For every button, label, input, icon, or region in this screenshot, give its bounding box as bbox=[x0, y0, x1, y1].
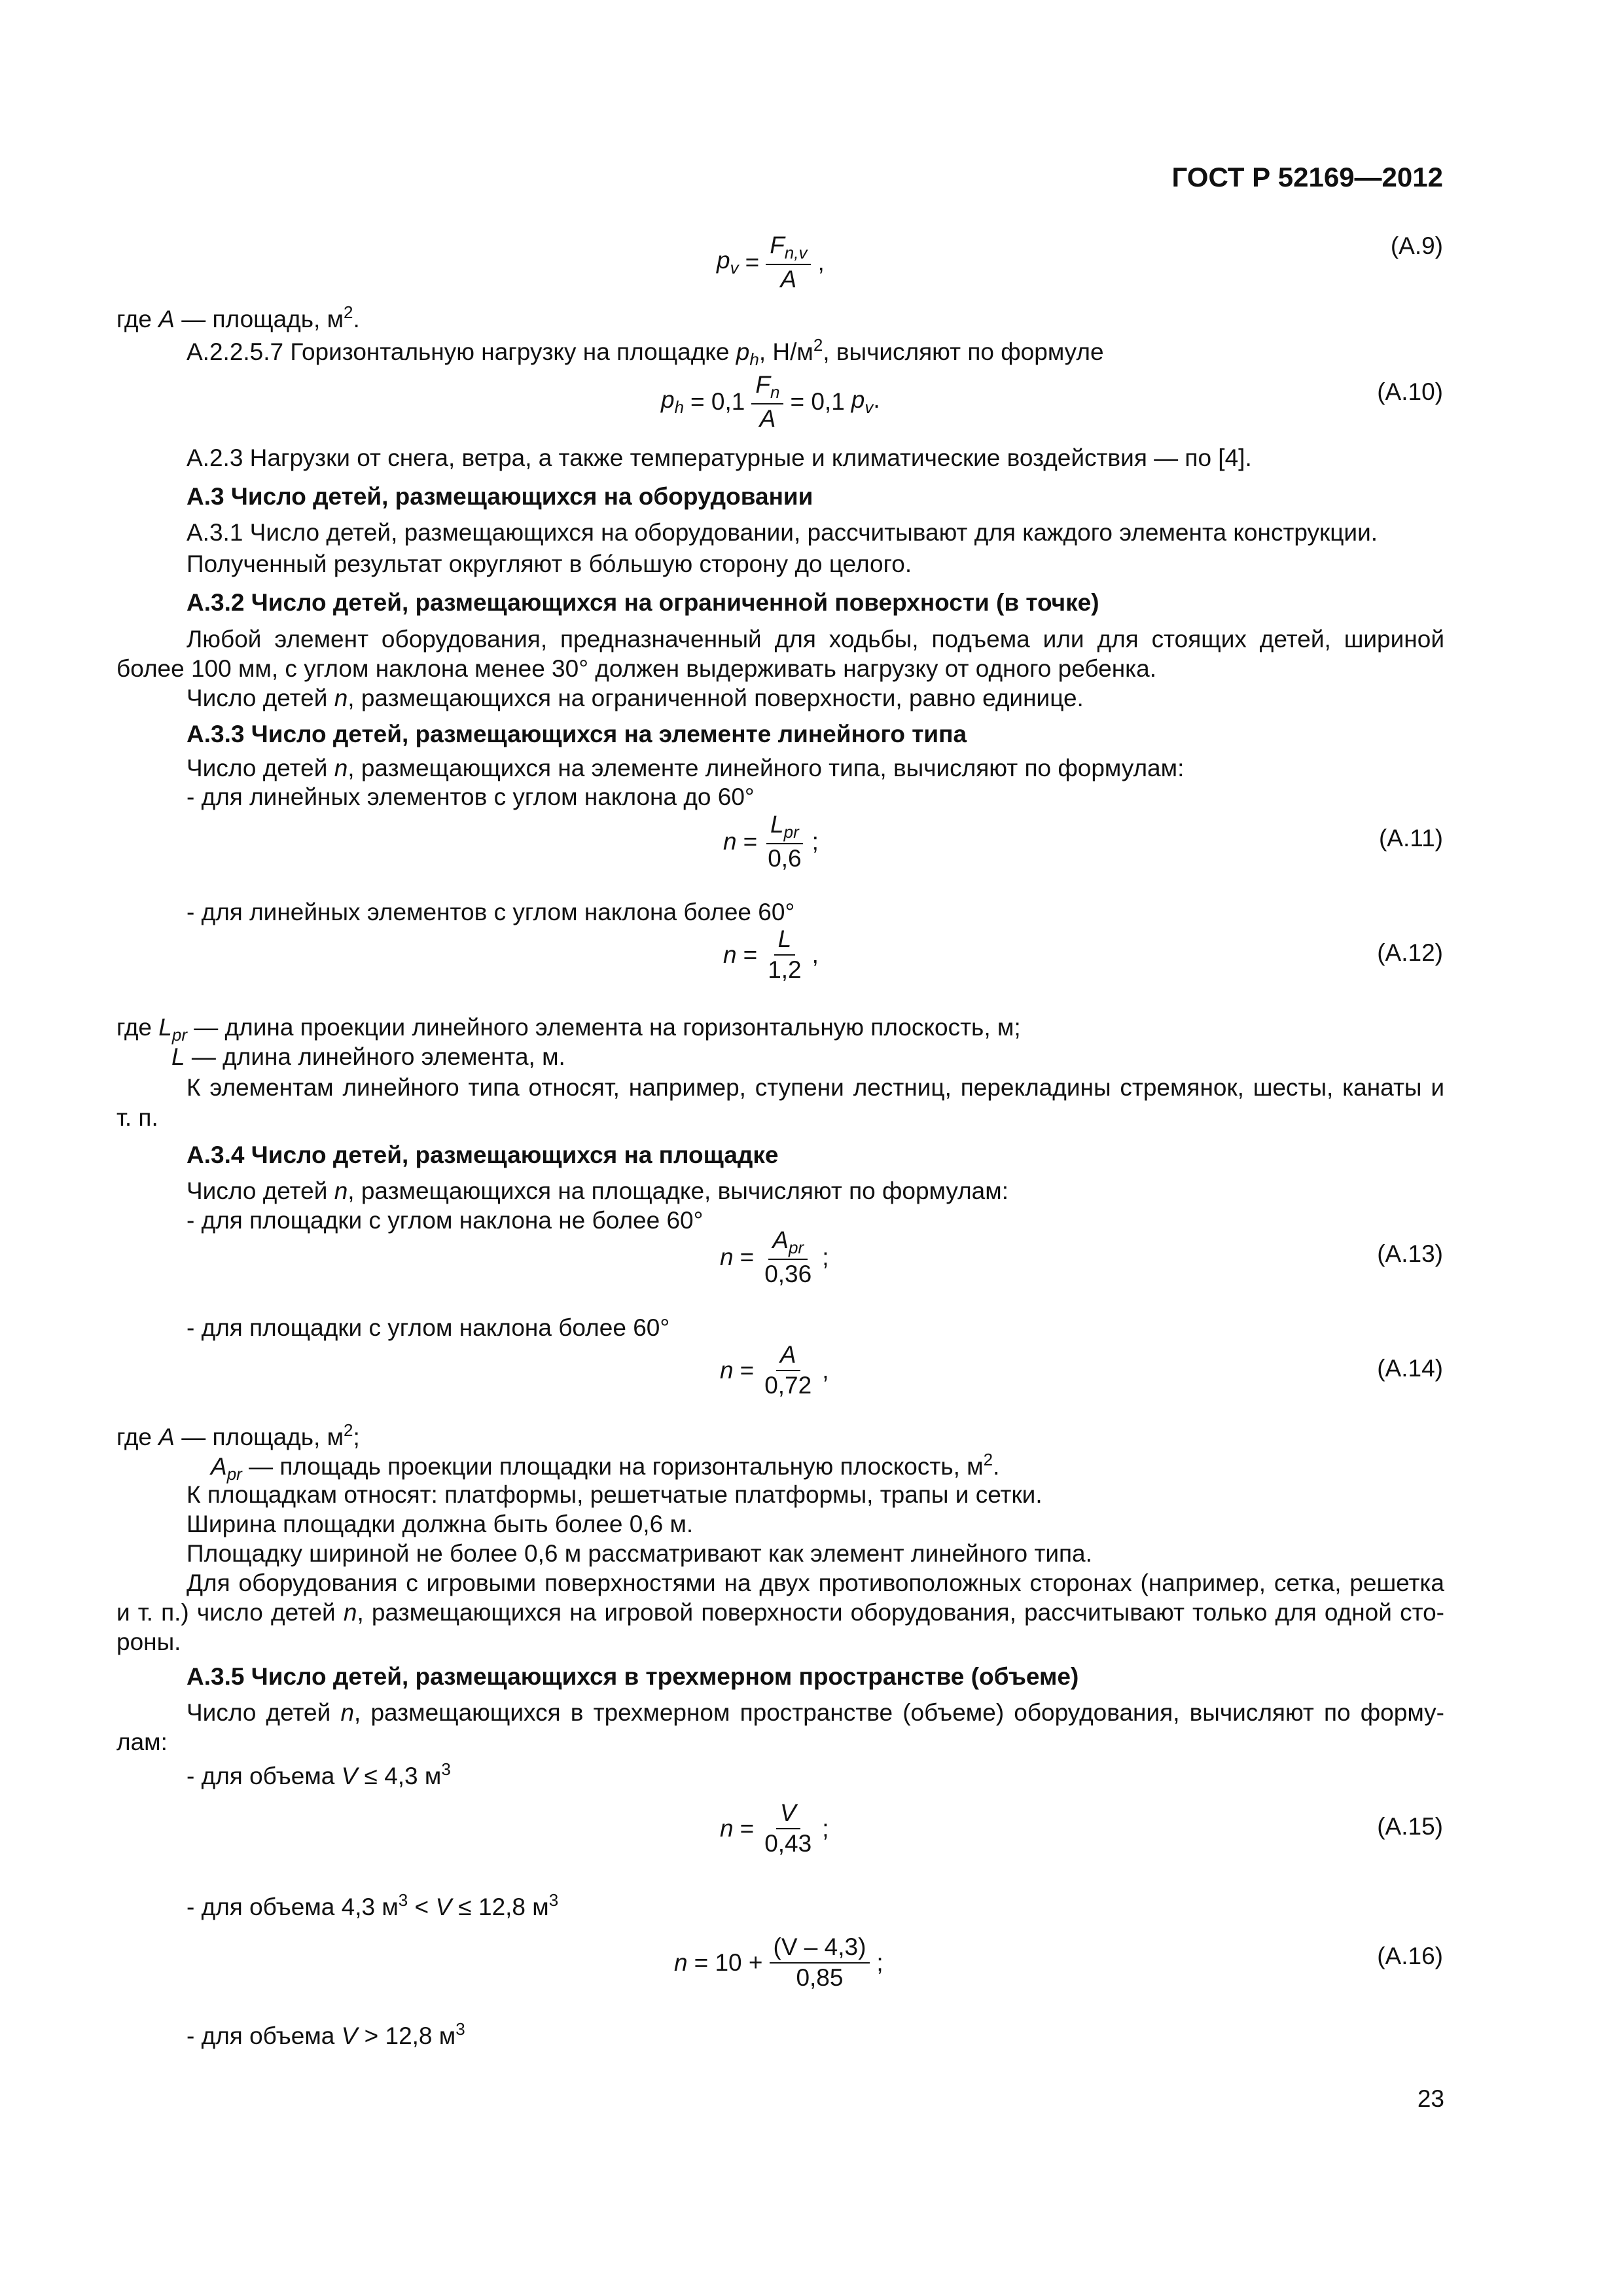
heading-a3: А.3 Число детей, размещающихся на оборудовании bbox=[187, 483, 813, 510]
fraction: $\frac{F_{n,v}}{A}$ bbox=[766, 232, 811, 293]
equation-number: (А.11) bbox=[1378, 825, 1443, 852]
list-item: - для линейных элементов с углом наклона более 60° bbox=[187, 899, 795, 925]
paragraph-platforms: К площадкам относят: платформы, решетчатые платформы, трапы и сетки. bbox=[187, 1481, 1043, 1508]
where-clause: где A — площадь, $м^2$; bbox=[116, 1420, 360, 1450]
equation-number: (А.16) bbox=[1377, 1943, 1443, 1969]
heading-a34: А.3.4 Число детей, размещающихся на площадке bbox=[187, 1141, 779, 1168]
equation-number: (А.12) bbox=[1377, 939, 1443, 966]
paragraph-a31-line2: Полученный результат округляют в бо́льшую сторону до целого. bbox=[187, 550, 912, 577]
list-item: - для площадки с углом наклона не более 60° bbox=[187, 1207, 704, 1234]
formula-a13: n = $\frac{A_{pr}}{0,36}$ ; bbox=[720, 1227, 829, 1287]
paragraph-play-line1: Для оборудования с игровыми поверхностями на двух противоположных сторонах (например, сетка, решетка bbox=[187, 1570, 1444, 1596]
paragraph-play-line2: и т. п.) число детей n, размещающихся на игровой поверхности оборудования, рассчитывают только для одной сто- bbox=[116, 1599, 1444, 1626]
fraction: $\frac{V}{0,43}$ bbox=[764, 1799, 812, 1857]
heading-a32: А.3.2 Число детей, размещающихся на ограниченной поверхности (в точке) bbox=[187, 589, 1099, 616]
where-clause: L — длина линейного элемента, м. bbox=[171, 1043, 565, 1070]
paragraph-a35-line2: лам: bbox=[116, 1729, 168, 1755]
equation-number: (А.13) bbox=[1377, 1240, 1443, 1267]
paragraph-a35-line1: Число детей n, размещающихся в трехмерном пространстве (объеме) оборудования, вычисляют по форму- bbox=[187, 1699, 1445, 1726]
formula-a16: n = 10 + $\frac{(V - 4,3)}{0,85}$ ; bbox=[674, 1933, 883, 1991]
heading-a33: А.3.3 Число детей, размещающихся на элементе линейного типа bbox=[187, 721, 967, 747]
where-clause: где $L_{pr}$ — длина проекции линейного элемента на горизонтальную плоскость, м; bbox=[116, 1014, 1021, 1045]
list-item: - для линейных элементов с углом наклона до 60° bbox=[187, 783, 755, 810]
paragraph-width: Ширина площадки должна быть более 0,6 м. bbox=[187, 1511, 694, 1537]
formula-a10: $p_h$ = 0,1 $\frac{F_n}{A}$ = 0,1 $p_v$. bbox=[661, 371, 880, 432]
where-clause: $A_{pr}$ — площадь проекции площадки на горизонтальную плоскость, $м^2$. bbox=[211, 1450, 1000, 1484]
paragraph-a23: А.2.3 Нагрузки от снега, ветра, а также температурные и климатические воздействия — по [4]. bbox=[187, 444, 1252, 471]
list-item: - для объема 4,3 $м^3 < V \le 12,8$ $м^3$ bbox=[187, 1890, 559, 1920]
formula-a11: n = $\frac{L_{pr}}{0,6}$ ; bbox=[723, 811, 819, 872]
formula-a15: n = $\frac{V}{0,43}$ ; bbox=[720, 1799, 829, 1857]
formula-lhs: $p_v$ bbox=[717, 247, 739, 278]
list-item: - для объема V ≤ 4,3 $м^3$ bbox=[187, 1759, 451, 1789]
formula-a12: n = $\frac{L}{1,2}$ , bbox=[723, 925, 819, 983]
paragraph-linear-line1: К элементам линейного типа относят, например, ступени лестниц, перекладины стремянок, шесты, канаты и bbox=[187, 1074, 1444, 1101]
paragraph-a34-line1: Число детей n, размещающихся на площадке, вычисляют по формулам: bbox=[187, 1177, 1008, 1204]
equation-number: (А.10) bbox=[1377, 378, 1443, 405]
fraction: $\frac{A}{0,72}$ bbox=[764, 1341, 812, 1399]
formula-a9: $p_v$ = $\frac{F_{n,v}}{A}$ , bbox=[717, 232, 825, 293]
equation-number: (А.9) bbox=[1390, 232, 1443, 259]
paragraph-a32-line1: Любой элемент оборудования, предназначенный для ходьбы, подъема или для стоящих детей, шириной bbox=[187, 626, 1444, 653]
paragraph-linear-line2: т. п. bbox=[116, 1104, 158, 1131]
page-number: 23 bbox=[1417, 2085, 1444, 2112]
fraction: $\frac{F_n}{A}$ bbox=[751, 372, 783, 432]
formula-a14: n = $\frac{A}{0,72}$ , bbox=[720, 1341, 829, 1399]
paragraph-narrow: Площадку шириной не более 0,6 м рассматривают как элемент линейного типа. bbox=[187, 1540, 1092, 1567]
paragraph-play-line3: роны. bbox=[116, 1628, 181, 1655]
fraction: $\frac{L_{pr}}{0,6}$ bbox=[764, 812, 805, 872]
standard-header: ГОСТ Р 52169—2012 bbox=[1171, 162, 1443, 192]
heading-a35: А.3.5 Число детей, размещающихся в трехмерном пространстве (объеме) bbox=[187, 1663, 1079, 1690]
equation-number: (А.15) bbox=[1377, 1813, 1443, 1840]
fraction: $\frac{L}{1,2}$ bbox=[768, 925, 802, 983]
paragraph-a33-line1: Число детей n, размещающихся на элементе линейного типа, вычисляют по формулам: bbox=[187, 755, 1185, 781]
paragraph-a2257: А.2.2.5.7 Горизонтальную нагрузку на площадке $p_h$, $Н/м^2$, вычисляют по формуле bbox=[187, 335, 1104, 369]
fraction: $\frac{A_{pr}}{0,36}$ bbox=[764, 1227, 812, 1287]
where-clause: где A — площадь, $м^2$. bbox=[116, 302, 360, 332]
paragraph-a32-line3: Число детей n, размещающихся на ограниченной поверхности, равно единице. bbox=[187, 685, 1084, 711]
equation-number: (А.14) bbox=[1377, 1355, 1443, 1382]
list-item: - для объема V > 12,8 $м^3$ bbox=[187, 2019, 465, 2049]
paragraph-a31-line1: А.3.1 Число детей, размещающихся на оборудовании, рассчитывают для каждого элемента конструкции. bbox=[187, 519, 1378, 546]
paragraph-a32-line2: более 100 мм, с углом наклона менее 30° должен выдерживать нагрузку от одного ребенка. bbox=[116, 655, 1156, 682]
list-item: - для площадки с углом наклона более 60° bbox=[187, 1314, 670, 1341]
fraction: $\frac{(V - 4,3)}{0,85}$ bbox=[770, 1934, 870, 1991]
